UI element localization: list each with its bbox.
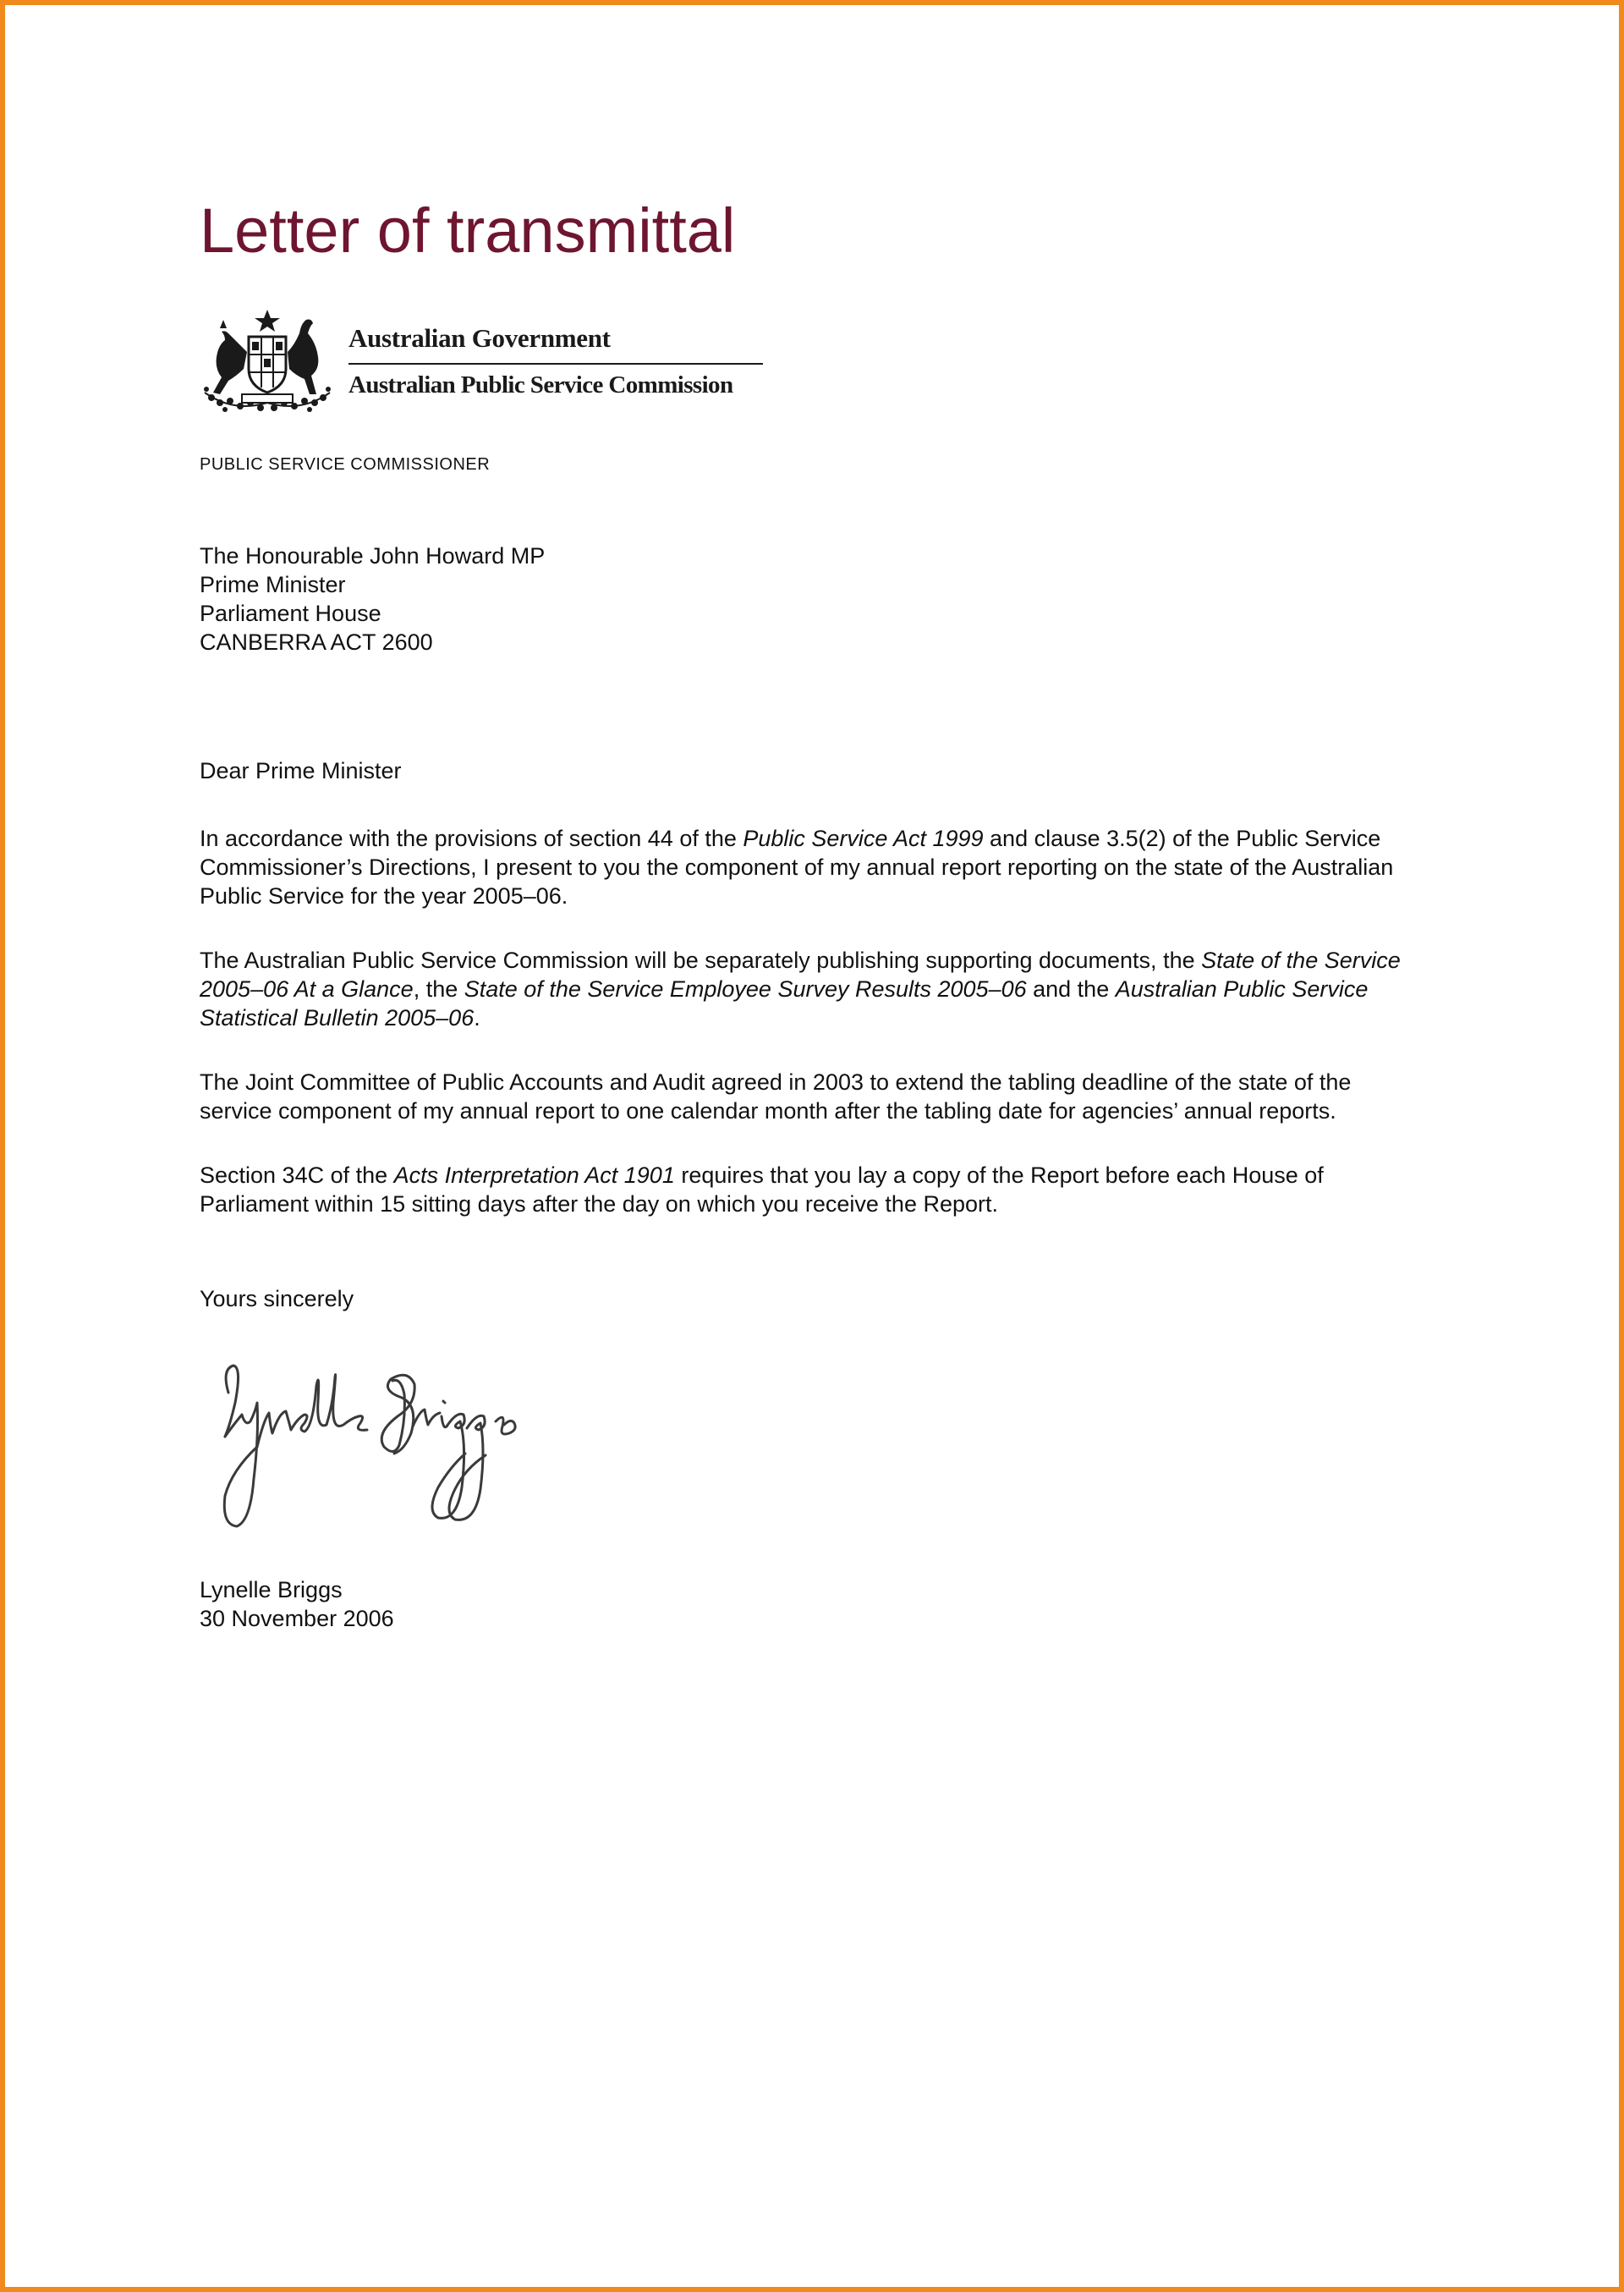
- office-title: PUBLIC SERVICE COMMISSIONER: [200, 455, 491, 474]
- body-paragraph: [200, 946, 1418, 1032]
- address-line: Parliament House: [200, 601, 381, 626]
- page-title: Letter of transmittal: [200, 195, 736, 266]
- text-run: requires that you lay a copy of the Report before each House of Parliament within 15 sitting days after the day on which you receive the Report.: [200, 1162, 1324, 1217]
- text-run: The Australian Public Service Commission will be separately publishing supporting documents, the: [200, 948, 1202, 973]
- letterhead-logo: [200, 308, 775, 418]
- letter-body: [200, 824, 1418, 1254]
- text-run: and the: [1026, 976, 1116, 1002]
- act-title: Public Service Act 1999: [743, 826, 984, 851]
- handwritten-signature-icon: [217, 1352, 572, 1538]
- act-title: Acts Interpretation Act 1901: [393, 1162, 675, 1188]
- body-paragraph: [200, 1068, 1418, 1125]
- publication-title: Australian Public Service Statistical Bulletin 2005–06: [200, 976, 1369, 1031]
- address-line: CANBERRA ACT 2600: [200, 629, 433, 655]
- address-line: Prime Minister: [200, 572, 346, 597]
- publication-title: State of the Service Employee Survey Results 2005–06: [464, 976, 1027, 1002]
- publication-title: State of the Service 2005–06 At a Glance: [200, 948, 1401, 1002]
- text-run: The Joint Committee of Public Accounts and Audit agreed in 2003 to extend the tabling deadline of the state of the service component of my annual report to one calendar month after the tabling date for agencies’ annual reports.: [200, 1069, 1352, 1124]
- recipient-address: [200, 541, 545, 657]
- letterhead-government: Australian Government: [348, 325, 763, 365]
- commonwealth-coat-of-arms-icon: [200, 308, 335, 416]
- text-run: In accordance with the provisions of section 44 of the: [200, 826, 743, 851]
- text-run: and clause 3.5(2) of the Public Service Commissioner’s Directions, I present to you the component of my annual report reporting on the state of the Australian Public Service for the year 2005–06.: [200, 826, 1394, 909]
- body-paragraph: [200, 1161, 1418, 1218]
- closing: Yours sincerely: [200, 1286, 354, 1311]
- text-run: , the: [413, 976, 464, 1002]
- text-run: Section 34C of the: [200, 1162, 394, 1188]
- address-line: The Honourable John Howard MP: [200, 543, 546, 569]
- salutation: Dear Prime Minister: [200, 758, 402, 783]
- signer-block: [200, 1575, 394, 1633]
- letterhead-commission: Australian Public Service Commission: [348, 371, 733, 398]
- body-paragraph: [200, 824, 1418, 910]
- letter-date: 30 November 2006: [200, 1606, 394, 1631]
- letterhead-text: [348, 325, 763, 398]
- signer-name: Lynelle Briggs: [200, 1577, 343, 1602]
- text-run: .: [474, 1005, 480, 1031]
